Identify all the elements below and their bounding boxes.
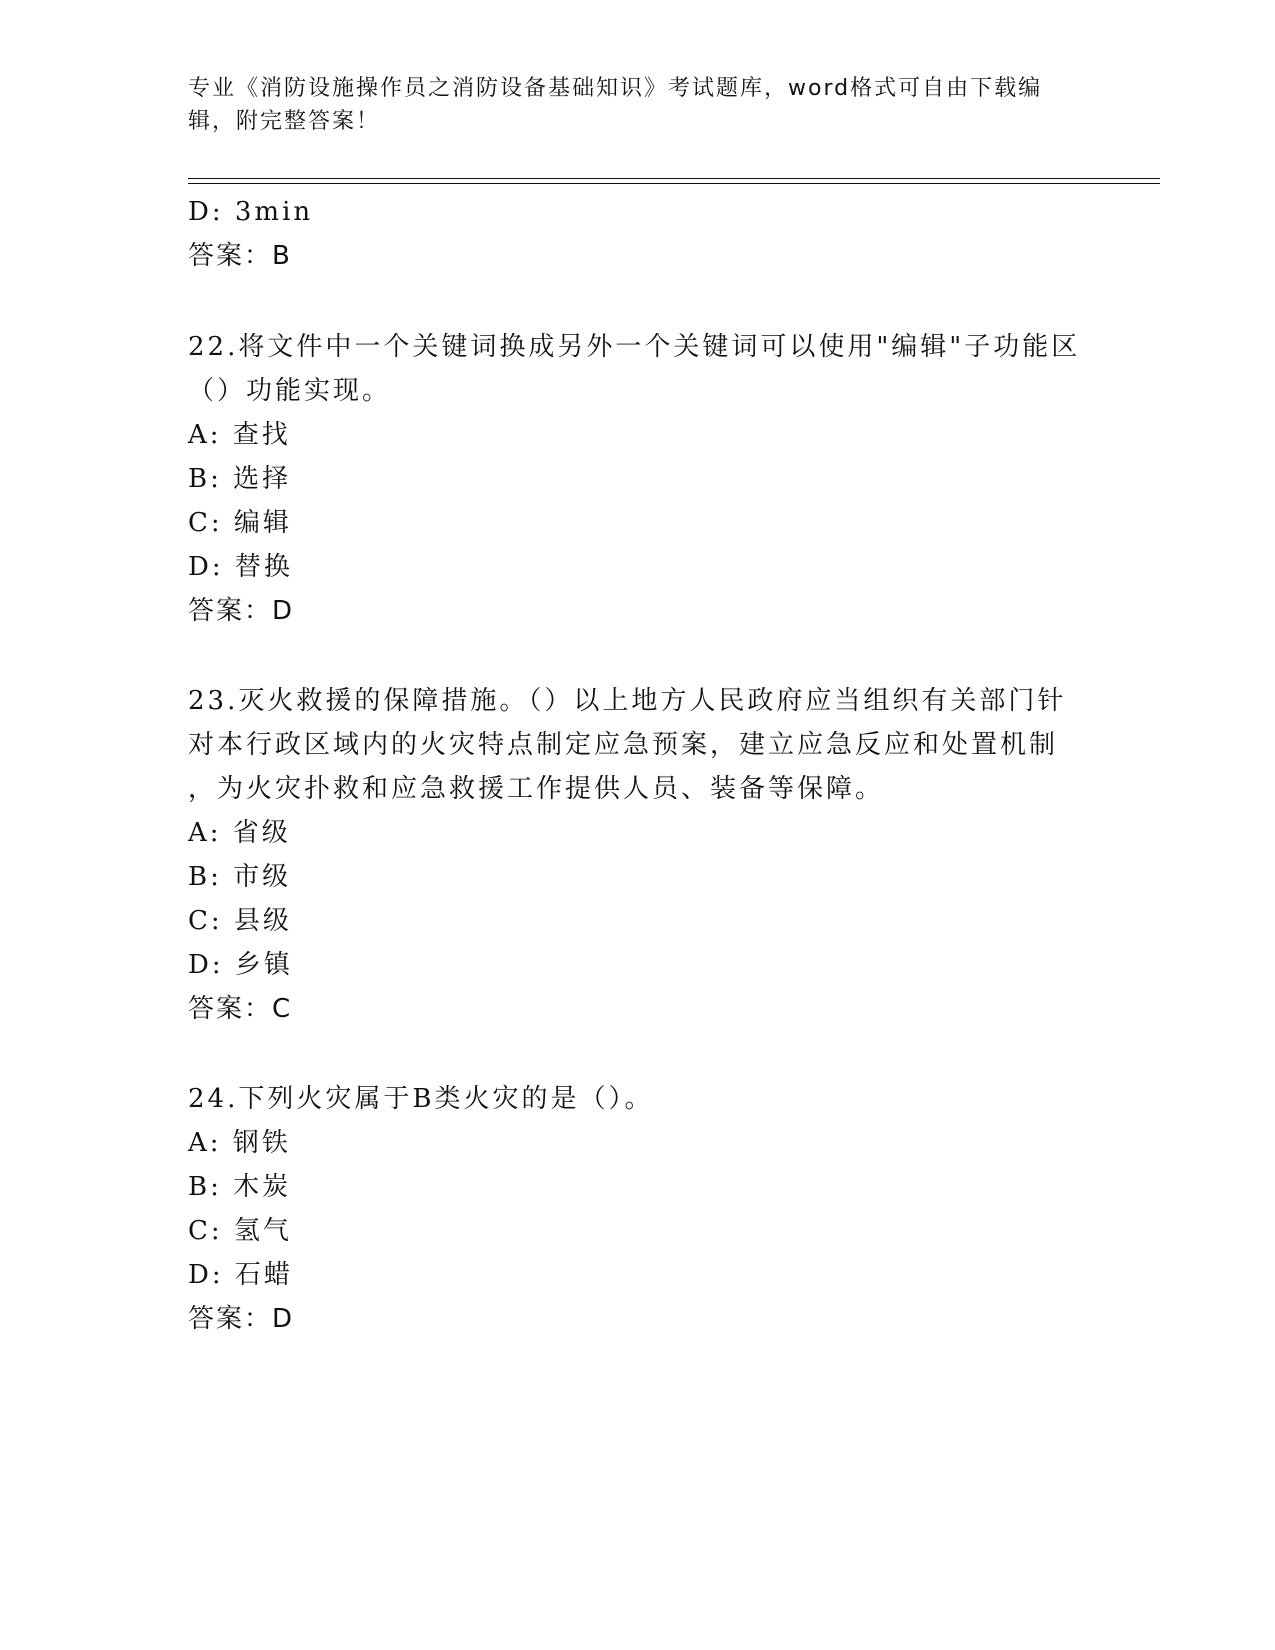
question-stem: 24.下列火灾属于B类火灾的是（）。 [188,1084,654,1114]
question-stem: （）功能实现。 [188,376,392,406]
option-b: B: 选择 [188,464,292,494]
header-divider-top [188,178,1160,179]
option-b: B: 市级 [188,862,292,892]
option-b: B: 木炭 [188,1172,292,1202]
option-d: D: 3min [188,197,314,227]
answer: 答案：D [188,1304,295,1334]
question-stem: ，为火灾扑救和应急救援工作提供人员、装备等保障。 [188,774,885,804]
question-stem: 23.灭火救援的保障措施。（）以上地方人民政府应当组织有关部门针 [188,686,1067,716]
option-a: A: 省级 [188,818,291,848]
question-stem: 对本行政区域内的火灾特点制定应急预案，建立应急反应和处置机制 [188,730,1059,760]
option-d: D: 乡镇 [188,950,293,980]
answer: 答案：C [188,994,293,1024]
header-divider-bottom [188,183,1160,184]
option-c: C: 编辑 [188,508,292,538]
option-c: C: 氢气 [188,1216,292,1246]
page-header: 专业《消防设施操作员之消防设备基础知识》考试题库，word格式可自由下载编辑，附完整答案！ [188,76,1043,134]
question-stem: 22.将文件中一个关键词换成另外一个关键词可以使用"编辑"子功能区 [188,332,1081,362]
option-c: C: 县级 [188,906,292,936]
option-a: A: 钢铁 [188,1128,291,1158]
option-d: D: 石蜡 [188,1260,293,1290]
option-d: D: 替换 [188,552,293,582]
answer: 答案：D [188,596,295,626]
answer: 答案：B [188,241,292,271]
option-a: A: 查找 [188,420,291,450]
